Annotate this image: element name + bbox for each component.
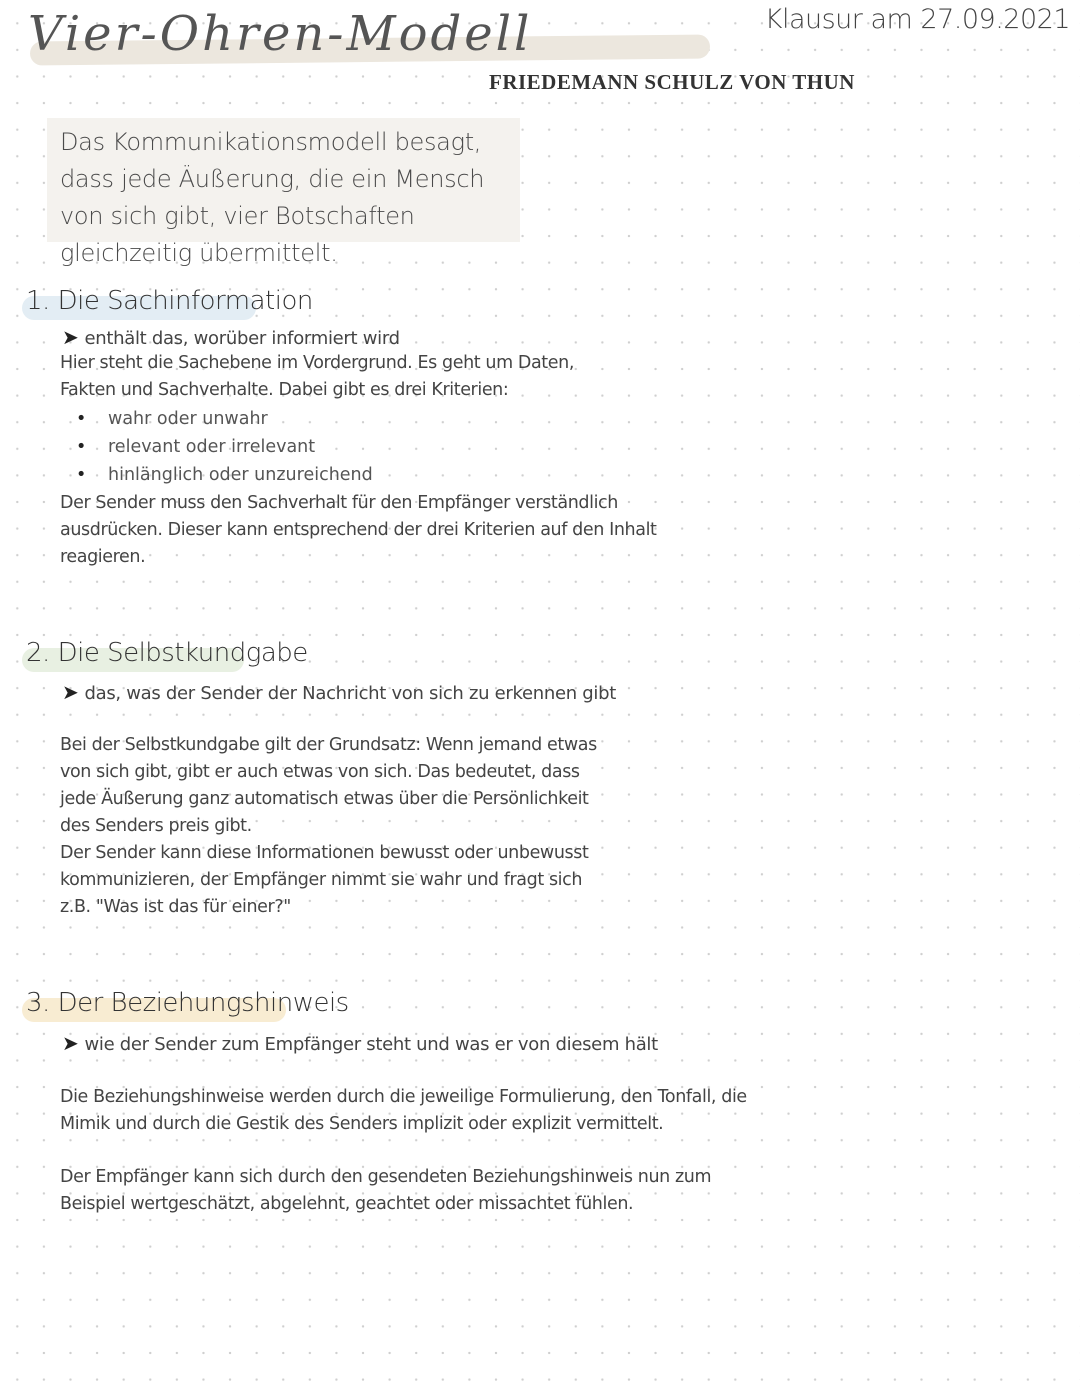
author-name: FRIEDEMANN SCHULZ VON THUN	[489, 70, 855, 94]
section-summary: ➤ das, was der Sender der Nachricht von sich zu erkennen gibt	[62, 680, 616, 704]
section-heading: 2. Die Selbstkundgabe	[26, 638, 308, 668]
arrow-right-icon: ➤	[62, 680, 79, 704]
list-item: • relevant oder irrelevant	[60, 433, 460, 461]
arrow-right-icon: ➤	[62, 325, 79, 349]
section-paragraph: Der Sender muss den Sachverhalt für den Empfänger verständlich ausdrücken. Dieser kann entsprechend der drei Kriterien auf den Inhalt reagieren.	[60, 493, 657, 567]
section-paragraph: Der Sender kann diese Informationen bewusst oder unbewusst kommunizieren, der Empfänger nimmt sie wahr und fragt sich z.B. "Was ist das für einer?"	[60, 843, 589, 917]
section-paragraph: Hier steht die Sachebene im Vordergrund. Es geht um Daten, Fakten und Sachverhalte. Dabei gibt es drei Kriterien:	[60, 353, 574, 400]
exam-date: Klausur am 27.09.2021	[764, 4, 1070, 35]
section-paragraph: Bei der Selbstkundgabe gilt der Grundsatz: Wenn jemand etwas von sich gibt, gibt er auch etwas von sich. Das bedeutet, dass jede Äußerung ganz automatisch etwas über die Persönlichkeit des Senders preis gibt.	[60, 735, 597, 836]
list-item: • wahr oder unwahr	[60, 405, 460, 433]
section-paragraph: Die Beziehungshinweise werden durch die jeweilige Formulierung, den Tonfall, die Mimik und durch die Gestik des Senders implizit oder explizit vermittelt.	[60, 1087, 747, 1134]
section-summary: ➤ enthält das, worüber informiert wird	[62, 325, 400, 349]
list-item: • hinlänglich oder unzureichend	[60, 461, 460, 489]
intro-text: Das Kommunikationsmodell besagt, dass jede Äußerung, die ein Mensch von sich gibt, vier Botschaften gleichzeitig übermittelt.	[60, 128, 485, 267]
section-heading: 3. Der Beziehungshinweis	[26, 988, 349, 1018]
section-heading: 1. Die Sachinformation	[26, 286, 313, 316]
criteria-list	[60, 405, 460, 489]
page-title: Vier-Ohren-Modell	[28, 6, 533, 62]
section-summary: ➤ wie der Sender zum Empfänger steht und was er von diesem hält	[62, 1031, 658, 1055]
section-paragraph: Der Empfänger kann sich durch den gesendeten Beziehungshinweis nun zum Beispiel wertgeschätzt, abgelehnt, geachtet oder missachtet fühlen.	[60, 1167, 712, 1214]
arrow-right-icon: ➤	[62, 1031, 79, 1055]
